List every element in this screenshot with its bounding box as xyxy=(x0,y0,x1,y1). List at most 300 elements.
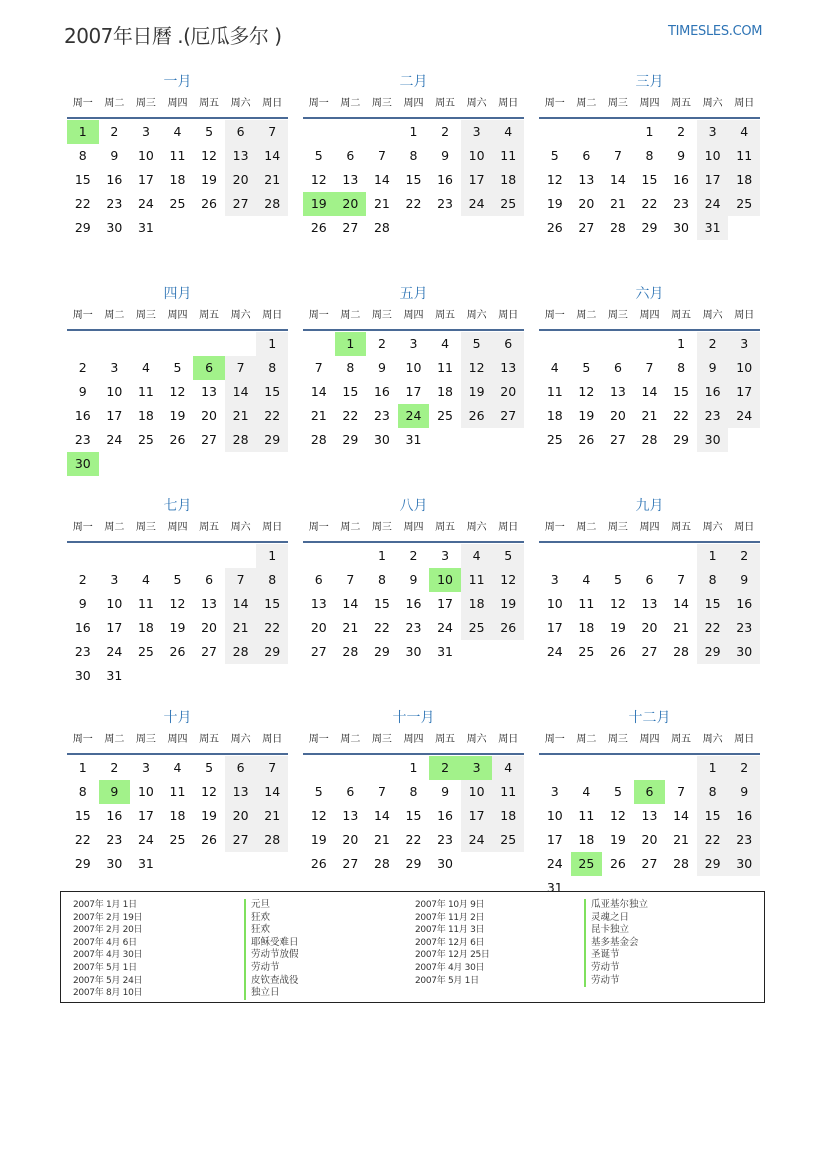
day-cell: 8 xyxy=(697,568,729,592)
day-cell: 18 xyxy=(461,592,493,616)
empty-cell xyxy=(634,544,666,568)
day-cell: 22 xyxy=(256,616,288,640)
day-cell: 22 xyxy=(74,196,91,211)
weekday-label: 周一 xyxy=(72,522,93,533)
weekday-label: 周六 xyxy=(466,310,487,321)
day-cell: 1 xyxy=(697,544,729,568)
month-name: 九月 xyxy=(635,498,664,514)
legend-date: 2007年 11月 3日 xyxy=(415,925,485,936)
day-cell: 8 xyxy=(256,568,288,592)
day-cell: 14 xyxy=(310,384,327,399)
weekday-label: 周六 xyxy=(702,522,723,533)
day-cell: 8 xyxy=(346,360,355,375)
day-cell: 21 xyxy=(256,168,288,192)
day-cell: 5 xyxy=(173,572,182,587)
day-cell: 23 xyxy=(106,832,123,847)
day-cell: 21 xyxy=(373,196,390,211)
day-cell: 15 xyxy=(673,384,690,399)
legend-dates-column xyxy=(415,899,490,987)
empty-cell xyxy=(665,544,697,568)
weekday-label: 周日 xyxy=(498,734,519,745)
day-cell: 23 xyxy=(74,644,91,659)
day-cell: 29 xyxy=(74,856,91,871)
day-cell: 24 xyxy=(546,856,563,871)
day-cell: 28 xyxy=(673,644,690,659)
day-cell: 25 xyxy=(437,408,454,423)
day-cell: 14 xyxy=(342,596,359,611)
legend-names-column xyxy=(584,899,648,987)
day-cell: 9 xyxy=(110,148,119,163)
month-block xyxy=(67,71,288,283)
day-cell: 1 xyxy=(645,124,654,139)
weekday-label: 周三 xyxy=(135,310,156,321)
day-cell: 22 xyxy=(74,832,91,847)
day-cell: 16 xyxy=(673,172,690,187)
day-cell: 15 xyxy=(256,380,288,404)
day-cell: 22 xyxy=(641,196,658,211)
day-cell: 3 xyxy=(110,360,119,375)
day-cell: 23 xyxy=(697,404,729,428)
empty-cell xyxy=(539,544,571,568)
weekday-label: 周五 xyxy=(199,734,220,745)
day-cell: 28 xyxy=(256,192,288,216)
weekday-label: 周三 xyxy=(607,522,628,533)
day-cell: 21 xyxy=(373,832,390,847)
month-block xyxy=(67,283,288,495)
day-cell: 13 xyxy=(225,780,257,804)
day-cell: 21 xyxy=(225,404,257,428)
holiday-day-cell: 24 xyxy=(398,404,430,428)
day-cell: 26 xyxy=(578,432,595,447)
weekday-label: 周日 xyxy=(498,98,519,109)
empty-cell xyxy=(602,332,634,356)
weekday-label: 周六 xyxy=(230,98,251,109)
day-cell: 14 xyxy=(225,592,257,616)
day-cell: 13 xyxy=(201,596,218,611)
day-cell: 5 xyxy=(550,148,559,163)
day-cell: 26 xyxy=(310,856,327,871)
day-cell: 22 xyxy=(405,196,422,211)
weekday-label: 周二 xyxy=(340,522,361,533)
day-cell: 2 xyxy=(377,336,386,351)
day-cell: 8 xyxy=(697,780,729,804)
month-block xyxy=(303,495,524,707)
day-cell: 19 xyxy=(492,592,524,616)
empty-cell xyxy=(303,120,335,144)
legend-date: 2007年 2月 19日 xyxy=(73,912,143,923)
day-cell: 30 xyxy=(728,852,760,876)
day-cell: 7 xyxy=(256,120,288,144)
weekday-label: 周三 xyxy=(371,98,392,109)
legend-date: 2007年 5月 24日 xyxy=(73,975,143,986)
day-cell: 14 xyxy=(225,380,257,404)
day-cell: 19 xyxy=(609,832,626,847)
weekday-header xyxy=(539,93,760,119)
day-cell: 30 xyxy=(106,220,123,235)
empty-cell xyxy=(335,544,367,568)
weekday-label: 周三 xyxy=(607,98,628,109)
day-cell: 28 xyxy=(310,432,327,447)
day-cell: 16 xyxy=(106,808,123,823)
holiday-day-cell: 2 xyxy=(429,756,461,780)
day-cell: 27 xyxy=(310,644,327,659)
day-cell: 28 xyxy=(373,856,390,871)
empty-cell xyxy=(571,756,603,780)
day-cell: 24 xyxy=(697,192,729,216)
day-cell: 27 xyxy=(641,644,658,659)
day-cell: 27 xyxy=(201,432,218,447)
legend-holiday-name: 狂欢 xyxy=(244,924,299,937)
day-grid xyxy=(539,544,760,664)
day-cell: 20 xyxy=(641,832,658,847)
day-cell: 12 xyxy=(609,808,626,823)
day-cell: 20 xyxy=(225,804,257,828)
day-cell: 23 xyxy=(728,828,760,852)
site-logo[interactable]: TIMESLES.COM xyxy=(668,24,763,39)
weekday-label: 周四 xyxy=(403,310,424,321)
weekday-label: 周四 xyxy=(167,98,188,109)
day-cell: 22 xyxy=(697,828,729,852)
day-cell: 27 xyxy=(342,220,359,235)
day-cell: 10 xyxy=(546,596,563,611)
day-cell: 6 xyxy=(346,784,355,799)
day-cell: 1 xyxy=(377,548,386,563)
day-cell: 25 xyxy=(728,192,760,216)
weekday-label: 周日 xyxy=(262,734,283,745)
legend-date: 2007年 12月 6日 xyxy=(415,937,485,948)
day-cell: 4 xyxy=(492,120,524,144)
day-cell: 30 xyxy=(437,856,454,871)
day-cell: 17 xyxy=(728,380,760,404)
day-cell: 27 xyxy=(578,220,595,235)
day-cell: 31 xyxy=(106,668,123,683)
day-cell: 18 xyxy=(578,832,595,847)
day-cell: 28 xyxy=(225,640,257,664)
weekday-label: 周一 xyxy=(544,522,565,533)
empty-cell xyxy=(335,120,367,144)
day-cell: 26 xyxy=(546,220,563,235)
day-cell: 1 xyxy=(409,124,418,139)
day-cell: 2 xyxy=(110,760,119,775)
day-grid xyxy=(539,120,760,240)
day-cell: 19 xyxy=(169,408,186,423)
day-cell: 15 xyxy=(342,384,359,399)
day-cell: 6 xyxy=(225,756,257,780)
day-cell: 23 xyxy=(437,832,454,847)
day-cell: 1 xyxy=(409,760,418,775)
day-cell: 8 xyxy=(78,784,87,799)
day-cell: 10 xyxy=(137,784,154,799)
day-cell: 15 xyxy=(74,172,91,187)
day-cell: 14 xyxy=(673,596,690,611)
weekday-header xyxy=(67,517,288,543)
day-cell: 1 xyxy=(677,336,686,351)
day-cell: 3 xyxy=(550,784,559,799)
day-cell: 29 xyxy=(673,432,690,447)
day-cell: 3 xyxy=(550,572,559,587)
day-cell: 2 xyxy=(78,572,87,587)
day-cell: 4 xyxy=(461,544,493,568)
empty-cell xyxy=(571,120,603,144)
weekday-label: 周二 xyxy=(340,734,361,745)
legend-holiday-name: 劳动节 xyxy=(244,962,299,975)
day-cell: 4 xyxy=(582,572,591,587)
day-cell: 18 xyxy=(728,168,760,192)
weekday-label: 周三 xyxy=(371,522,392,533)
day-cell: 16 xyxy=(437,172,454,187)
day-cell: 14 xyxy=(673,808,690,823)
weekday-label: 周三 xyxy=(371,734,392,745)
month-block xyxy=(303,71,524,283)
day-cell: 14 xyxy=(256,144,288,168)
day-cell: 8 xyxy=(645,148,654,163)
day-cell: 27 xyxy=(609,432,626,447)
empty-cell xyxy=(130,544,162,568)
day-cell: 27 xyxy=(225,192,257,216)
day-cell: 4 xyxy=(492,756,524,780)
holiday-day-cell: 1 xyxy=(335,332,367,356)
weekday-label: 周一 xyxy=(308,310,329,321)
legend-holiday-name: 独立日 xyxy=(244,987,299,1000)
day-cell: 24 xyxy=(728,404,760,428)
day-cell: 11 xyxy=(728,144,760,168)
day-cell: 19 xyxy=(546,196,563,211)
day-cell: 21 xyxy=(673,832,690,847)
day-cell: 6 xyxy=(613,360,622,375)
day-cell: 17 xyxy=(137,808,154,823)
day-cell: 30 xyxy=(673,220,690,235)
weekday-label: 周三 xyxy=(135,98,156,109)
day-cell: 13 xyxy=(342,808,359,823)
day-cell: 31 xyxy=(437,644,454,659)
day-cell: 12 xyxy=(578,384,595,399)
day-cell: 13 xyxy=(492,356,524,380)
day-grid xyxy=(303,756,524,876)
day-cell: 29 xyxy=(256,640,288,664)
empty-cell xyxy=(162,544,194,568)
day-cell: 19 xyxy=(201,808,218,823)
empty-cell xyxy=(634,332,666,356)
day-cell: 24 xyxy=(106,432,123,447)
weekday-label: 周一 xyxy=(72,734,93,745)
day-cell: 28 xyxy=(609,220,626,235)
empty-cell xyxy=(665,756,697,780)
empty-cell xyxy=(67,332,99,356)
day-cell: 23 xyxy=(74,432,91,447)
day-cell: 2 xyxy=(728,544,760,568)
page-title: 2007年日曆 .(厄瓜多尔 ) xyxy=(64,24,282,48)
weekday-header xyxy=(303,305,524,331)
day-cell: 20 xyxy=(201,408,218,423)
day-cell: 4 xyxy=(173,124,182,139)
empty-cell xyxy=(130,332,162,356)
day-cell: 9 xyxy=(697,356,729,380)
day-cell: 22 xyxy=(697,616,729,640)
day-cell: 7 xyxy=(677,784,686,799)
day-cell: 27 xyxy=(225,828,257,852)
weekday-label: 周二 xyxy=(340,310,361,321)
day-grid xyxy=(303,332,524,452)
day-cell: 16 xyxy=(74,408,91,423)
legend-holiday-name: 圣诞节 xyxy=(584,949,648,962)
month-name: 六月 xyxy=(635,286,664,302)
day-cell: 23 xyxy=(106,196,123,211)
day-cell: 6 xyxy=(205,572,214,587)
holiday-day-cell: 10 xyxy=(429,568,461,592)
day-cell: 29 xyxy=(74,220,91,235)
day-grid xyxy=(539,756,760,900)
weekday-label: 周四 xyxy=(403,98,424,109)
weekday-label: 周二 xyxy=(576,734,597,745)
empty-cell xyxy=(366,756,398,780)
day-cell: 9 xyxy=(409,572,418,587)
day-cell: 12 xyxy=(169,384,186,399)
day-cell: 20 xyxy=(201,620,218,635)
weekday-label: 周日 xyxy=(262,310,283,321)
day-cell: 24 xyxy=(106,644,123,659)
day-cell: 16 xyxy=(74,620,91,635)
empty-cell xyxy=(366,120,398,144)
weekday-label: 周二 xyxy=(576,310,597,321)
day-cell: 31 xyxy=(137,220,154,235)
day-cell: 28 xyxy=(225,428,257,452)
weekday-header xyxy=(539,517,760,543)
weekday-label: 周四 xyxy=(167,310,188,321)
day-cell: 21 xyxy=(310,408,327,423)
day-cell: 4 xyxy=(141,360,150,375)
day-cell: 22 xyxy=(673,408,690,423)
day-cell: 16 xyxy=(106,172,123,187)
weekday-label: 周五 xyxy=(199,310,220,321)
day-cell: 25 xyxy=(578,644,595,659)
day-cell: 11 xyxy=(578,808,595,823)
day-cell: 10 xyxy=(106,384,123,399)
month-name: 四月 xyxy=(163,286,192,302)
day-cell: 9 xyxy=(441,784,450,799)
weekday-label: 周日 xyxy=(734,98,755,109)
weekday-label: 周日 xyxy=(734,734,755,745)
day-cell: 25 xyxy=(546,432,563,447)
day-cell: 5 xyxy=(492,544,524,568)
weekday-label: 周六 xyxy=(466,734,487,745)
day-cell: 31 xyxy=(137,856,154,871)
empty-cell xyxy=(303,544,335,568)
day-cell: 30 xyxy=(373,432,390,447)
month-name: 二月 xyxy=(399,74,428,90)
day-cell: 16 xyxy=(373,384,390,399)
weekday-label: 周三 xyxy=(607,310,628,321)
legend-holiday-name: 灵魂之日 xyxy=(584,912,648,925)
day-cell: 26 xyxy=(201,832,218,847)
day-cell: 1 xyxy=(78,760,87,775)
weekday-label: 周六 xyxy=(702,98,723,109)
holiday-day-cell: 20 xyxy=(335,192,367,216)
day-cell: 14 xyxy=(641,384,658,399)
day-grid xyxy=(67,544,288,688)
empty-cell xyxy=(225,332,257,356)
holiday-legend xyxy=(60,891,765,1003)
day-cell: 23 xyxy=(373,408,390,423)
day-cell: 20 xyxy=(492,380,524,404)
weekday-header xyxy=(303,517,524,543)
day-cell: 7 xyxy=(225,568,257,592)
weekday-label: 周四 xyxy=(167,734,188,745)
day-cell: 27 xyxy=(641,856,658,871)
day-cell: 27 xyxy=(492,404,524,428)
weekday-label: 周六 xyxy=(230,734,251,745)
day-cell: 21 xyxy=(225,616,257,640)
day-cell: 23 xyxy=(405,620,422,635)
day-cell: 5 xyxy=(613,784,622,799)
legend-holiday-name: 劳动节 xyxy=(584,975,648,988)
day-cell: 24 xyxy=(546,644,563,659)
weekday-label: 周五 xyxy=(671,310,692,321)
weekday-label: 周三 xyxy=(135,522,156,533)
day-cell: 24 xyxy=(137,832,154,847)
day-cell: 2 xyxy=(441,124,450,139)
day-grid xyxy=(67,120,288,240)
day-cell: 8 xyxy=(377,572,386,587)
day-cell: 7 xyxy=(677,572,686,587)
legend-holiday-name: 瓜亚基尔独立 xyxy=(584,899,648,912)
day-cell: 18 xyxy=(137,620,154,635)
day-cell: 6 xyxy=(492,332,524,356)
day-cell: 10 xyxy=(405,360,422,375)
day-cell: 3 xyxy=(441,548,450,563)
weekday-label: 周五 xyxy=(435,734,456,745)
month-name: 一月 xyxy=(163,74,192,90)
month-block xyxy=(303,707,524,919)
day-cell: 4 xyxy=(173,760,182,775)
day-cell: 30 xyxy=(728,640,760,664)
day-cell: 16 xyxy=(405,596,422,611)
day-cell: 14 xyxy=(373,172,390,187)
day-cell: 25 xyxy=(169,196,186,211)
weekday-label: 周五 xyxy=(435,310,456,321)
day-cell: 16 xyxy=(728,804,760,828)
weekday-label: 周一 xyxy=(72,310,93,321)
legend-date: 2007年 4月 6日 xyxy=(73,937,137,948)
day-cell: 6 xyxy=(645,572,654,587)
day-cell: 15 xyxy=(697,804,729,828)
day-cell: 18 xyxy=(492,804,524,828)
day-cell: 5 xyxy=(582,360,591,375)
day-cell: 11 xyxy=(169,148,186,163)
day-cell: 9 xyxy=(441,148,450,163)
day-cell: 7 xyxy=(377,148,386,163)
month-name: 七月 xyxy=(163,498,192,514)
day-cell: 3 xyxy=(697,120,729,144)
empty-cell xyxy=(162,332,194,356)
day-cell: 12 xyxy=(310,808,327,823)
day-cell: 15 xyxy=(697,592,729,616)
day-cell: 5 xyxy=(205,124,214,139)
weekday-label: 周四 xyxy=(639,734,660,745)
day-cell: 13 xyxy=(609,384,626,399)
weekday-label: 周日 xyxy=(262,98,283,109)
day-cell: 27 xyxy=(342,856,359,871)
legend-date: 2007年 4月 30日 xyxy=(73,950,143,961)
day-cell: 18 xyxy=(546,408,563,423)
day-cell: 5 xyxy=(314,148,323,163)
weekday-header xyxy=(539,729,760,755)
day-cell: 11 xyxy=(461,568,493,592)
weekday-header xyxy=(303,93,524,119)
legend-holiday-name: 皮钦查战役 xyxy=(244,975,299,988)
day-grid xyxy=(67,756,288,876)
month-block xyxy=(67,495,288,707)
day-cell: 9 xyxy=(78,384,87,399)
